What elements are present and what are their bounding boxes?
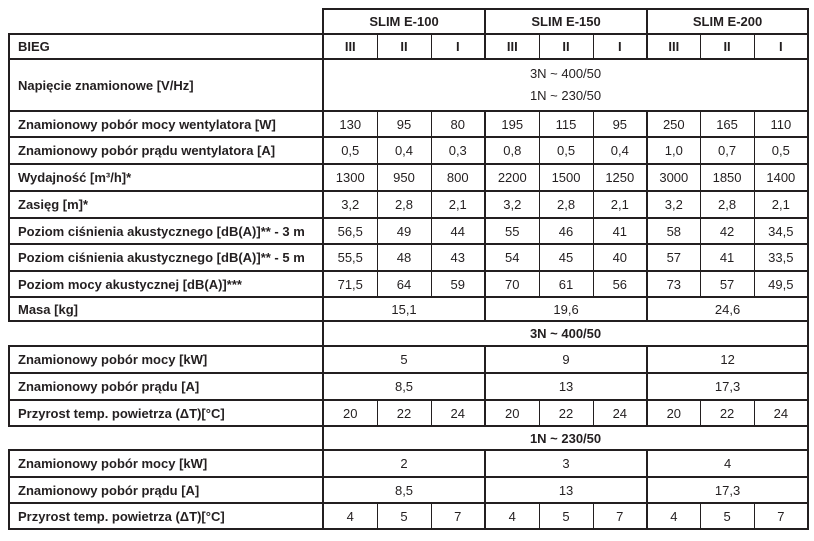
- dt-3n-cell-3: 20: [485, 400, 539, 426]
- mass-label: Masa [kg]: [9, 297, 323, 321]
- spl-5m-cell-1: 48: [377, 244, 431, 271]
- dt-3n-cell-6: 20: [647, 400, 700, 426]
- row-product-header: [9, 9, 808, 34]
- fan-power-cell-4: 115: [539, 111, 593, 137]
- swl-label: Poziom mocy akustycznej [dB(A)]***: [9, 271, 323, 297]
- fan-power-cell-3: 195: [485, 111, 539, 137]
- swl-cell-7: 57: [700, 271, 754, 297]
- row-spl-3m: [9, 218, 808, 244]
- dt-3n-cell-5: 24: [593, 400, 647, 426]
- spec-table-body: [9, 9, 808, 529]
- dt-1n-cell-6: 4: [647, 503, 700, 529]
- fan-current-cell-1: 0,4: [377, 137, 431, 164]
- current-3n-cell-0: 8,5: [323, 373, 485, 400]
- current-1n-cell-2: 17,3: [647, 477, 808, 503]
- power-1n-cell-0: 2: [323, 450, 485, 477]
- spl-5m-label: Poziom ciśnienia akustycznego [dB(A)]** - 5 m: [9, 244, 323, 271]
- airflow-cell-0: 1300: [323, 164, 377, 191]
- row-bieg: [9, 34, 808, 59]
- row-fan-current: [9, 137, 808, 164]
- range-label: Zasięg [m]*: [9, 191, 323, 218]
- spl-3m-cell-1: 49: [377, 218, 431, 244]
- spl-5m-cell-2: 43: [431, 244, 485, 271]
- dt-3n-cell-7: 22: [700, 400, 754, 426]
- section-3n-ghost-cell: [9, 321, 323, 346]
- fan-current-cell-0: 0,5: [323, 137, 377, 164]
- bieg-cell-0: III: [323, 34, 377, 59]
- dt-3n-cell-1: 22: [377, 400, 431, 426]
- swl-cell-1: 64: [377, 271, 431, 297]
- range-cell-6: 3,2: [647, 191, 700, 218]
- fan-current-cell-2: 0,3: [431, 137, 485, 164]
- dt-3n-cell-0: 20: [323, 400, 377, 426]
- dt-3n-cell-2: 24: [431, 400, 485, 426]
- fan-current-cell-8: 0,5: [754, 137, 808, 164]
- row-dt-3n: [9, 400, 808, 426]
- row-airflow: [9, 164, 808, 191]
- swl-cell-0: 71,5: [323, 271, 377, 297]
- voltage-label: Napięcie znamionowe [V/Hz]: [9, 59, 323, 111]
- spl-3m-cell-7: 42: [700, 218, 754, 244]
- power-1n-cell-1: 3: [485, 450, 647, 477]
- fan-current-cell-6: 1,0: [647, 137, 700, 164]
- bieg-label: BIEG: [9, 34, 323, 59]
- row-swl: [9, 271, 808, 297]
- current-3n-cell-2: 17,3: [647, 373, 808, 400]
- range-cell-2: 2,1: [431, 191, 485, 218]
- range-cell-1: 2,8: [377, 191, 431, 218]
- airflow-cell-3: 2200: [485, 164, 539, 191]
- fan-power-cell-0: 130: [323, 111, 377, 137]
- spl-3m-cell-2: 44: [431, 218, 485, 244]
- swl-cell-2: 59: [431, 271, 485, 297]
- product-header-cell-0: SLIM E-100: [323, 9, 485, 34]
- product-header-ghost-cell: [9, 9, 323, 34]
- voltage-line: 1N ~ 230/50: [529, 88, 602, 103]
- dt-1n-cell-5: 7: [593, 503, 647, 529]
- range-cell-0: 3,2: [323, 191, 377, 218]
- fan-current-label: Znamionowy pobór prądu wentylatora [A]: [9, 137, 323, 164]
- fan-current-cell-3: 0,8: [485, 137, 539, 164]
- spec-table: [8, 8, 809, 530]
- airflow-cell-2: 800: [431, 164, 485, 191]
- range-cell-4: 2,8: [539, 191, 593, 218]
- spl-5m-cell-0: 55,5: [323, 244, 377, 271]
- airflow-cell-1: 950: [377, 164, 431, 191]
- dt-1n-cell-7: 5: [700, 503, 754, 529]
- row-section-1n: [9, 426, 808, 450]
- range-cell-5: 2,1: [593, 191, 647, 218]
- voltage-cell-0: [323, 59, 808, 111]
- range-cell-7: 2,8: [700, 191, 754, 218]
- spl-5m-cell-8: 33,5: [754, 244, 808, 271]
- spl-3m-cell-0: 56,5: [323, 218, 377, 244]
- dt-1n-cell-1: 5: [377, 503, 431, 529]
- airflow-cell-5: 1250: [593, 164, 647, 191]
- voltage-line: 3N ~ 400/50: [529, 66, 602, 81]
- current-3n-label: Znamionowy pobór prądu [A]: [9, 373, 323, 400]
- fan-power-cell-7: 165: [700, 111, 754, 137]
- spl-3m-label: Poziom ciśnienia akustycznego [dB(A)]** - 3 m: [9, 218, 323, 244]
- section-3n-cell-0: 3N ~ 400/50: [323, 321, 808, 346]
- swl-cell-5: 56: [593, 271, 647, 297]
- dt-1n-cell-8: 7: [754, 503, 808, 529]
- current-1n-label: Znamionowy pobór prądu [A]: [9, 477, 323, 503]
- swl-cell-6: 73: [647, 271, 700, 297]
- airflow-cell-8: 1400: [754, 164, 808, 191]
- dt-1n-cell-4: 5: [539, 503, 593, 529]
- row-voltage: [9, 59, 808, 111]
- fan-power-cell-8: 110: [754, 111, 808, 137]
- fan-power-cell-6: 250: [647, 111, 700, 137]
- swl-cell-4: 61: [539, 271, 593, 297]
- fan-current-cell-4: 0,5: [539, 137, 593, 164]
- dt-3n-cell-8: 24: [754, 400, 808, 426]
- range-cell-8: 2,1: [754, 191, 808, 218]
- dt-1n-cell-3: 4: [485, 503, 539, 529]
- bieg-cell-1: II: [377, 34, 431, 59]
- product-header-cell-1: SLIM E-150: [485, 9, 647, 34]
- row-power-3n: [9, 346, 808, 373]
- product-header-cell-2: SLIM E-200: [647, 9, 808, 34]
- current-3n-cell-1: 13: [485, 373, 647, 400]
- spl-5m-cell-3: 54: [485, 244, 539, 271]
- mass-cell-2: 24,6: [647, 297, 808, 321]
- row-section-3n: [9, 321, 808, 346]
- mass-cell-1: 19,6: [485, 297, 647, 321]
- airflow-cell-7: 1850: [700, 164, 754, 191]
- airflow-label: Wydajność [m³/h]*: [9, 164, 323, 191]
- dt-1n-cell-0: 4: [323, 503, 377, 529]
- current-1n-cell-0: 8,5: [323, 477, 485, 503]
- bieg-cell-8: I: [754, 34, 808, 59]
- power-1n-cell-2: 4: [647, 450, 808, 477]
- row-fan-power: [9, 111, 808, 137]
- section-1n-cell-0: 1N ~ 230/50: [323, 426, 808, 450]
- row-range: [9, 191, 808, 218]
- spl-3m-cell-6: 58: [647, 218, 700, 244]
- bieg-cell-2: I: [431, 34, 485, 59]
- fan-power-label: Znamionowy pobór mocy wentylatora [W]: [9, 111, 323, 137]
- current-1n-cell-1: 13: [485, 477, 647, 503]
- bieg-cell-7: II: [700, 34, 754, 59]
- fan-power-cell-1: 95: [377, 111, 431, 137]
- spl-3m-cell-5: 41: [593, 218, 647, 244]
- spl-3m-cell-8: 34,5: [754, 218, 808, 244]
- fan-power-cell-2: 80: [431, 111, 485, 137]
- bieg-cell-4: II: [539, 34, 593, 59]
- row-power-1n: [9, 450, 808, 477]
- power-3n-label: Znamionowy pobór mocy [kW]: [9, 346, 323, 373]
- mass-cell-0: 15,1: [323, 297, 485, 321]
- bieg-cell-5: I: [593, 34, 647, 59]
- power-1n-label: Znamionowy pobór mocy [kW]: [9, 450, 323, 477]
- range-cell-3: 3,2: [485, 191, 539, 218]
- airflow-cell-6: 3000: [647, 164, 700, 191]
- row-dt-1n: [9, 503, 808, 529]
- section-1n-ghost-cell: [9, 426, 323, 450]
- bieg-cell-3: III: [485, 34, 539, 59]
- bieg-cell-6: III: [647, 34, 700, 59]
- spl-5m-cell-5: 40: [593, 244, 647, 271]
- swl-cell-3: 70: [485, 271, 539, 297]
- power-3n-cell-1: 9: [485, 346, 647, 373]
- row-spl-5m: [9, 244, 808, 271]
- spl-3m-cell-4: 46: [539, 218, 593, 244]
- spl-5m-cell-4: 45: [539, 244, 593, 271]
- dt-1n-label: Przyrost temp. powietrza (ΔT)[°C]: [9, 503, 323, 529]
- spl-5m-cell-7: 41: [700, 244, 754, 271]
- fan-power-cell-5: 95: [593, 111, 647, 137]
- row-current-1n: [9, 477, 808, 503]
- dt-3n-label: Przyrost temp. powietrza (ΔT)[°C]: [9, 400, 323, 426]
- spl-3m-cell-3: 55: [485, 218, 539, 244]
- power-3n-cell-0: 5: [323, 346, 485, 373]
- swl-cell-8: 49,5: [754, 271, 808, 297]
- power-3n-cell-2: 12: [647, 346, 808, 373]
- row-mass: [9, 297, 808, 321]
- fan-current-cell-7: 0,7: [700, 137, 754, 164]
- fan-current-cell-5: 0,4: [593, 137, 647, 164]
- row-current-3n: [9, 373, 808, 400]
- spl-5m-cell-6: 57: [647, 244, 700, 271]
- airflow-cell-4: 1500: [539, 164, 593, 191]
- dt-1n-cell-2: 7: [431, 503, 485, 529]
- dt-3n-cell-4: 22: [539, 400, 593, 426]
